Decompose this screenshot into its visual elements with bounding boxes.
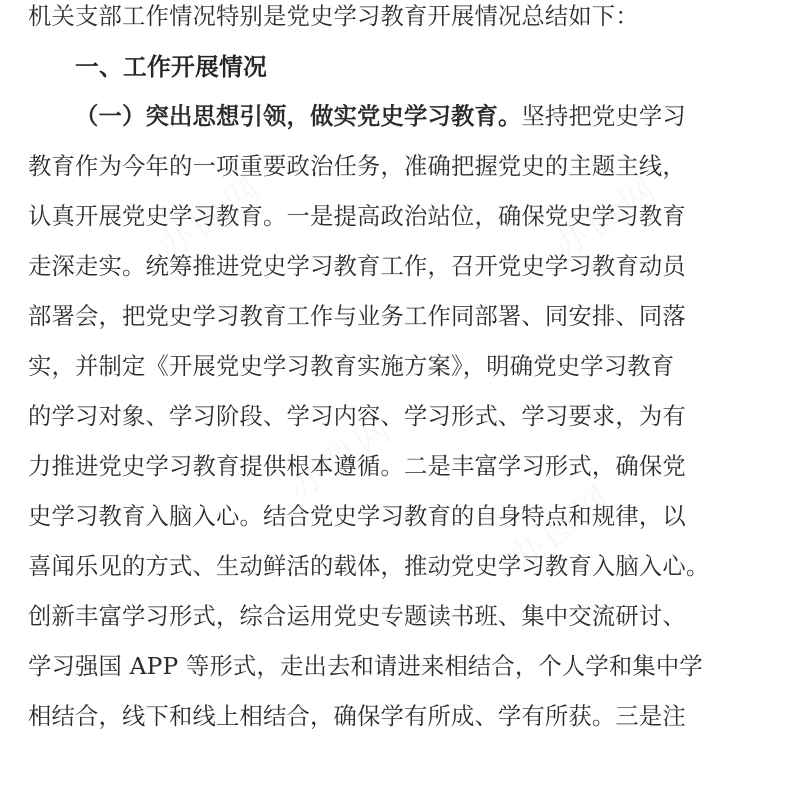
intro-line: 机关支部工作情况特别是党史学习教育开展情况总结如下： bbox=[28, 3, 639, 30]
paragraph-line: 力推进党史学习教育提供根本遵循。二是丰富学习形式，确保党 bbox=[28, 453, 686, 480]
sub-heading: （一）突出思想引领，做实党史学习教育。 bbox=[75, 103, 522, 130]
paragraph-line: 相结合，线下和线上相结合，确保学有所成、学有所获。三是注 bbox=[28, 703, 686, 730]
paragraph-line: 喜闻乐见的方式、生动鲜活的载体，推动党史学习教育入脑入心。 bbox=[28, 553, 710, 580]
paragraph-line: 教育作为今年的一项重要政治任务，准确把握党史的主题主线， bbox=[28, 153, 686, 180]
paragraph-line: 史学习教育入脑入心。结合党史学习教育的自身特点和规律，以 bbox=[28, 503, 686, 530]
paragraph-line: 走深走实。统筹推进党史学习教育工作，召开党史学习教育动员 bbox=[28, 253, 686, 280]
paragraph-line: 创新丰富学习形式，综合运用党史专题读书班、集中交流研讨、 bbox=[28, 603, 686, 630]
paragraph-line: 认真开展党史学习教育。一是提高政治站位，确保党史学习教育 bbox=[28, 203, 686, 230]
paragraph-line: 实，并制定《开展党史学习教育实施方案》，明确党史学习教育 bbox=[28, 353, 675, 380]
paragraph-text: 坚持把党史学习 bbox=[521, 103, 686, 130]
section-heading: 一、工作开展情况 bbox=[75, 53, 267, 81]
watermark: 办图网 bbox=[501, 476, 623, 579]
watermark: 办图网 bbox=[151, 166, 273, 269]
paragraph-first-line bbox=[75, 102, 800, 132]
watermark: 办图网 bbox=[546, 166, 668, 269]
paragraph-line: 的学习对象、学习阶段、学习内容、学习形式、学习要求，为有 bbox=[28, 403, 686, 430]
paragraph-line: 部署会，把党史学习教育工作与业务工作同部署、同安排、同落 bbox=[28, 303, 686, 330]
watermark: 办图网 bbox=[281, 406, 403, 509]
paragraph-line: 学习强国 APP 等形式，走出去和请进来相结合，个人学和集中学 bbox=[28, 653, 703, 680]
